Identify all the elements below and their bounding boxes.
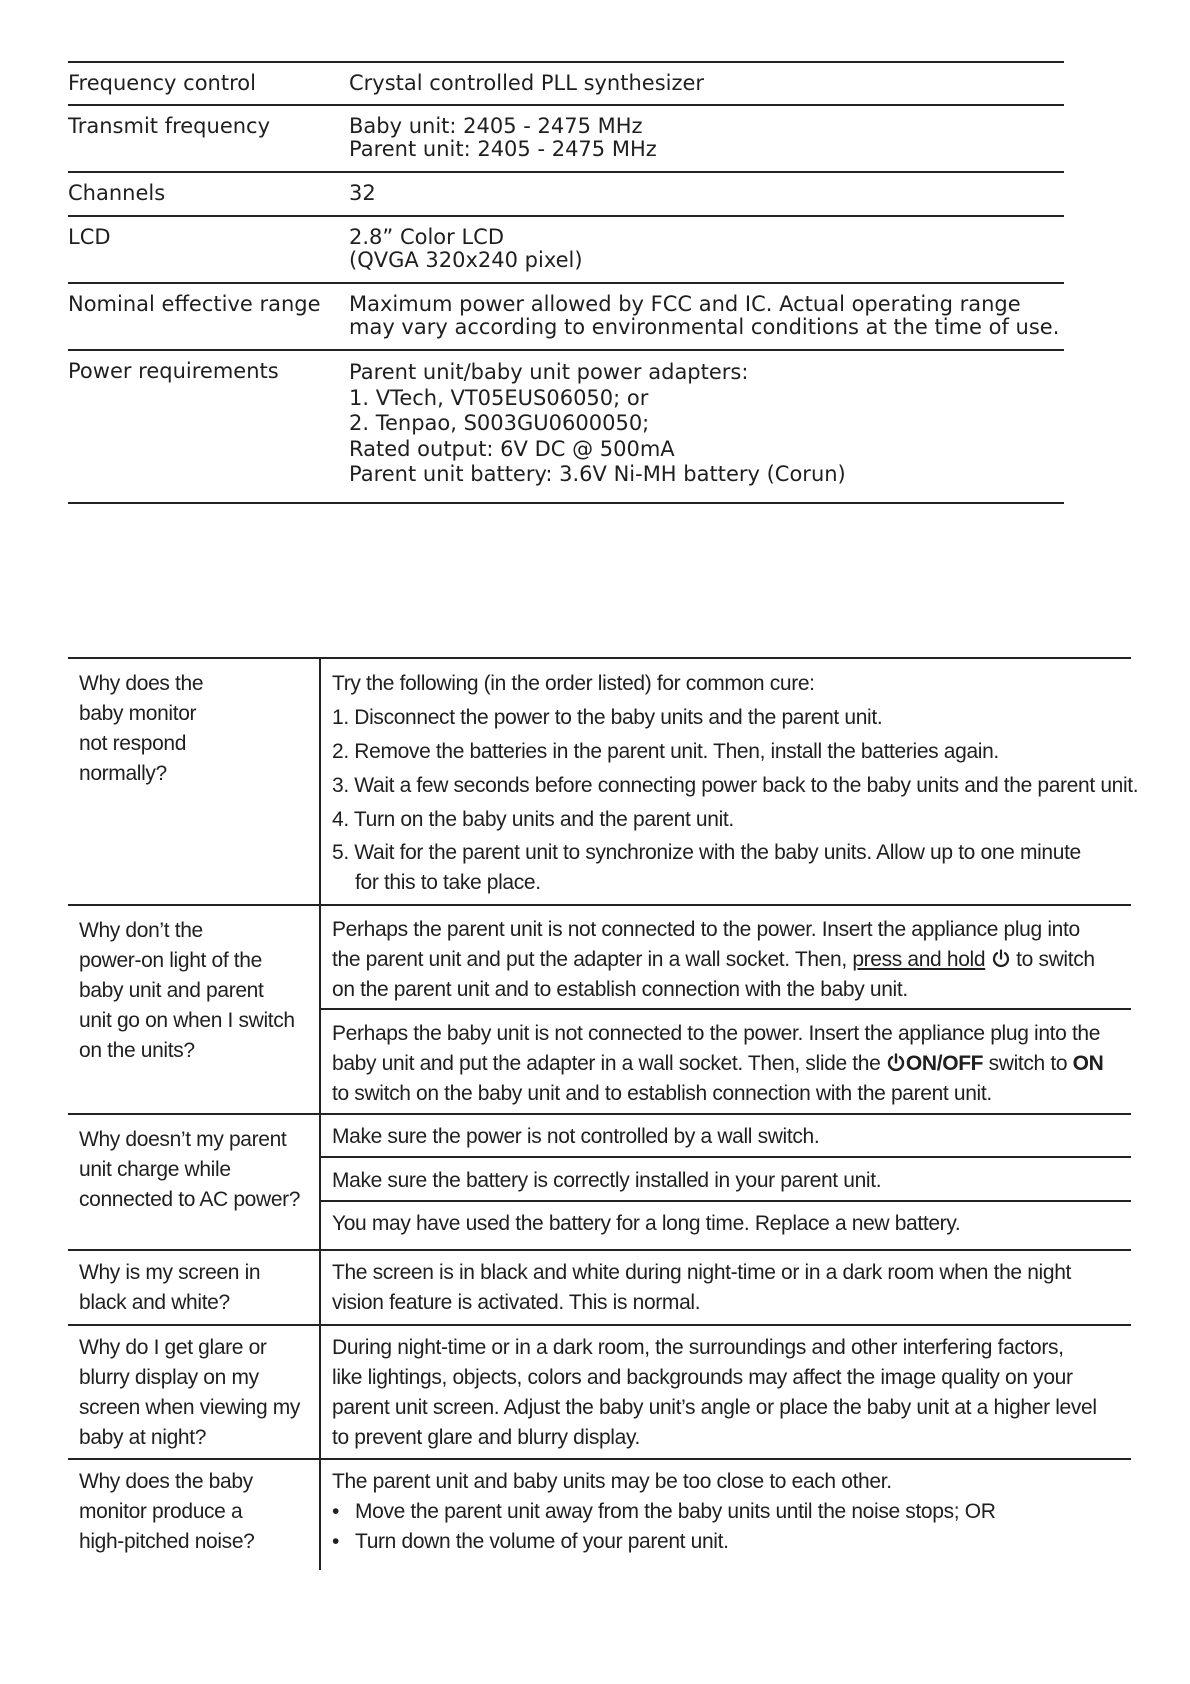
spec-row	[68, 106, 1064, 173]
faq-answer: Perhaps the parent unit is not connected to the power. Insert the appliance plug into the parent unit and put the adapter in a wall socket. Then, press and hold to switch on the parent unit and to establish connection with the baby unit.	[321, 906, 1131, 1010]
spec-value: Parent unit/baby unit power adapters: 1. VTech, VT05EUS06050; or 2. Tenpao, S003GU0600050; Rated output: 6V DC @ 500mA Parent unit battery: 3.6V Ni-MH battery (Corun)	[349, 360, 846, 486]
spec-row	[68, 63, 1064, 106]
faq-row	[68, 1326, 1131, 1460]
spec-value: 32	[349, 181, 376, 205]
faq-question: Why doesn’t my parent unit charge while connected to AC power?	[68, 1115, 321, 1249]
faq-answer: You may have used the battery for a long time. Replace a new battery.	[332, 1212, 961, 1235]
faq-question: Why do I get glare or blurry display on my screen when viewing my baby at night?	[68, 1326, 321, 1458]
faq-answers	[321, 659, 1148, 904]
bullet-item: • Move the parent unit away from the baby units until the noise stops; OR	[332, 1497, 1121, 1527]
spec-label: Frequency control	[68, 71, 256, 95]
specifications-table	[68, 61, 1064, 504]
troubleshooting-table	[68, 657, 1139, 1570]
faq-question: Why does the baby monitor produce a high-pitched noise?	[68, 1460, 321, 1570]
faq-answers	[321, 1115, 1131, 1249]
faq-answers	[321, 906, 1131, 1113]
faq-answer: Make sure the power is not controlled by a wall switch.	[321, 1115, 1131, 1158]
press-and-hold-link: press and hold	[852, 948, 986, 971]
power-icon	[886, 1053, 906, 1073]
spec-value: Crystal controlled PLL synthesizer	[349, 71, 705, 95]
faq-answer: The screen is in black and white during night-time or in a dark room when the night vision feature is activated. This is normal.	[332, 1261, 1072, 1314]
bullet-glyph: •	[332, 1530, 340, 1553]
faq-answer: Make sure the battery is correctly installed in your parent unit.	[321, 1158, 1131, 1202]
bullet-glyph: •	[332, 1500, 340, 1523]
faq-row	[68, 1460, 1131, 1570]
spec-row	[68, 173, 1064, 217]
spec-label: LCD	[68, 225, 111, 249]
spec-label: Channels	[68, 181, 166, 205]
spec-label: Transmit frequency	[68, 114, 271, 138]
faq-question: Why don’t the power-on light of the baby unit and parent unit go on when I switch on the units?	[68, 906, 321, 1113]
spec-value: 2.8” Color LCD (QVGA 320x240 pixel)	[349, 225, 583, 272]
spec-row	[68, 217, 1064, 284]
spec-label: Power requirements	[68, 359, 279, 383]
spec-label: Nominal effective range	[68, 292, 321, 316]
faq-answers	[321, 1251, 1131, 1324]
power-icon	[991, 949, 1011, 969]
faq-row	[68, 906, 1131, 1115]
bullet-item: • Turn down the volume of your parent unit.	[332, 1527, 1121, 1557]
faq-answer: During night-time or in a dark room, the surroundings and other interfering factors, like lightings, objects, colors and backgrounds may affect the image quality on your parent unit screen. Adjust the baby unit’s angle or place the baby unit at a higher level to prevent glare and blurry display.	[332, 1336, 1097, 1449]
faq-answers	[321, 1326, 1131, 1458]
spec-row	[68, 284, 1064, 351]
faq-answer: The parent unit and baby units may be too close to each other. • Move the parent unit away from the baby units until the noise stops; OR • Turn down the volume of your parent unit.	[321, 1460, 1131, 1566]
spec-value: Maximum power allowed by FCC and IC. Actual operating range may vary according to environmental conditions at the time of use.	[349, 292, 1060, 339]
faq-row	[68, 659, 1139, 906]
faq-question: Why is my screen in black and white?	[68, 1251, 321, 1324]
faq-answers	[321, 1460, 1131, 1570]
spec-row	[68, 351, 1064, 504]
faq-answer: Try the following (in the order listed) for common cure: 1. Disconnect the power to the baby units and the parent unit. 2. Remove the batteries in the parent unit. Then, install the batteries again. 3. Wait a few seconds before connecting power back to the baby units and the parent unit. 4. Turn on the baby units and the parent unit. 5. Wait for the parent unit to synchronize with the baby units. Allow up to one minute for this to take place.	[332, 672, 1139, 894]
faq-question: Why does the baby monitor not respond normally?	[68, 659, 321, 904]
faq-row	[68, 1115, 1131, 1251]
faq-row	[68, 1251, 1131, 1326]
faq-answer: Perhaps the baby unit is not connected to the power. Insert the appliance plug into the baby unit and put the adapter in a wall socket. Then, slide the ON/OFF switch to ON to switch on the baby unit and to establish connection with the parent unit.	[332, 1022, 1104, 1105]
spec-value: Baby unit: 2405 - 2475 MHz Parent unit: 2405 - 2475 MHz	[349, 114, 657, 161]
